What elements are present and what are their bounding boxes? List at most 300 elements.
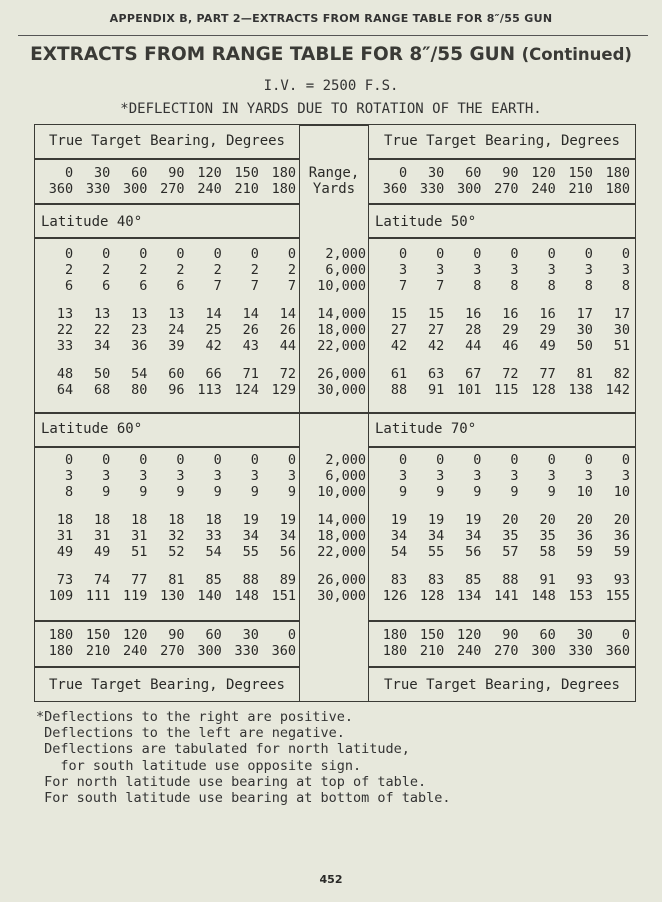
bearing-value: 90 — [502, 165, 519, 181]
range-value: 26,000 — [317, 366, 366, 382]
deflection-value: 0 — [473, 452, 482, 468]
bearing-value: 180 — [271, 165, 296, 181]
deflection-value: 130 — [160, 588, 185, 604]
deflection-value: 49 — [56, 544, 74, 560]
deflection-value: 55 — [428, 544, 445, 560]
range-value: 6,000 — [325, 468, 366, 484]
bearing-value: 210 — [85, 643, 111, 659]
deflection-value: 3 — [547, 262, 556, 278]
header-rule — [18, 35, 648, 36]
deflection-value: 49 — [94, 544, 111, 560]
deflection-value: 88 — [390, 382, 408, 398]
deflection-value: 96 — [168, 382, 185, 398]
deflection-value: 14 — [205, 306, 222, 322]
range-bottom-border — [300, 701, 368, 703]
deflection-value: 9 — [473, 484, 482, 500]
deflection-value: 39 — [168, 338, 185, 354]
deflection-value: 24 — [168, 322, 185, 338]
deflection-value: 3 — [65, 468, 74, 484]
deflection-value: 28 — [465, 322, 482, 338]
range-value: 18,000 — [317, 528, 366, 544]
deflection-value: 9 — [213, 484, 222, 500]
deflection-value: 9 — [102, 484, 111, 500]
deflection-value: 20 — [576, 512, 593, 528]
deflection-value: 142 — [605, 382, 630, 398]
deflection-value: 34 — [465, 528, 482, 544]
bearing-value: 270 — [494, 643, 519, 659]
left-bearing-footer: True Target Bearing, Degrees — [48, 677, 285, 693]
bearing-value: 330 — [85, 181, 111, 197]
deflection-value: 3 — [250, 468, 259, 484]
deflection-value: 61 — [390, 366, 408, 382]
deflection-value: 83 — [390, 572, 408, 588]
deflection-value: 13 — [168, 306, 185, 322]
deflection-value: 9 — [547, 484, 556, 500]
bottom-bearings-right-row1 — [370, 627, 630, 643]
deflection-value: 59 — [613, 544, 630, 560]
bearing-value: 120 — [531, 165, 556, 181]
deflection-value: 31 — [56, 528, 74, 544]
deflection-value: 20 — [613, 512, 630, 528]
deflection-value: 0 — [176, 452, 185, 468]
deflection-value: 50 — [576, 338, 593, 354]
title-suffix: (Continued) — [521, 45, 632, 64]
deflection-value: 129 — [271, 382, 296, 398]
deflection-value: 128 — [419, 588, 445, 604]
deflection-value: 59 — [576, 544, 593, 560]
deflection-value: 56 — [279, 544, 296, 560]
deflection-value: 2 — [250, 262, 259, 278]
footnotes — [36, 709, 451, 806]
deflection-value: 3 — [436, 262, 445, 278]
deflection-value: 36 — [613, 528, 630, 544]
deflection-value: 9 — [510, 484, 519, 500]
deflection-value: 3 — [436, 468, 445, 484]
deflection-value: 0 — [287, 246, 296, 262]
deflection-value: 57 — [502, 544, 519, 560]
bearing-value: 240 — [197, 181, 222, 197]
deflection-value: 109 — [48, 588, 74, 604]
deflection-value: 8 — [584, 278, 593, 294]
deflection-value: 2 — [65, 262, 74, 278]
deflection-value: 36 — [131, 338, 148, 354]
bearing-value: 150 — [568, 165, 593, 181]
deflection-value: 0 — [547, 452, 556, 468]
deflection-value: 155 — [605, 588, 630, 604]
table-caption: *DEFLECTION IN YARDS DUE TO ROTATION OF THE EARTH. — [120, 101, 542, 117]
bearing-value: 0 — [621, 627, 630, 643]
deflection-value: 19 — [465, 512, 482, 528]
deflection-value: 82 — [613, 366, 630, 382]
deflection-value: 0 — [65, 246, 74, 262]
footnote-line: Deflections are tabulated for north latitude, — [36, 741, 410, 758]
deflection-value: 22 — [56, 322, 74, 338]
bearing-value: 210 — [234, 181, 259, 197]
title-main: EXTRACTS FROM RANGE TABLE FOR 8″/55 GUN — [30, 44, 516, 65]
deflection-value: 0 — [65, 452, 74, 468]
deflection-value: 16 — [465, 306, 482, 322]
deflection-value: 56 — [465, 544, 482, 560]
deflection-value: 42 — [205, 338, 222, 354]
deflection-value: 13 — [94, 306, 111, 322]
deflection-value: 0 — [213, 246, 222, 262]
deflection-value: 31 — [131, 528, 148, 544]
deflection-value: 6 — [102, 278, 111, 294]
deflection-value: 93 — [576, 572, 593, 588]
deflection-value: 15 — [390, 306, 408, 322]
bearing-value: 180 — [48, 643, 74, 659]
deflection-value: 51 — [131, 544, 148, 560]
bearing-value: 330 — [234, 643, 259, 659]
bearing-value: 90 — [168, 627, 185, 643]
deflection-value: 2 — [176, 262, 185, 278]
deflection-value: 9 — [287, 484, 296, 500]
deflection-value: 54 — [205, 544, 222, 560]
deflection-value: 50 — [94, 366, 111, 382]
deflection-value: 71 — [242, 366, 259, 382]
page-number: 452 — [319, 873, 343, 886]
deflection-value: 19 — [279, 512, 296, 528]
deflection-value: 126 — [382, 588, 408, 604]
range-column-lower — [302, 452, 366, 604]
deflection-value: 34 — [390, 528, 408, 544]
bearing-value: 150 — [234, 165, 259, 181]
footnote-line: for south latitude use opposite sign. — [36, 757, 362, 774]
range-value: 22,000 — [317, 544, 366, 560]
bearing-value: 0 — [287, 627, 296, 643]
bearing-value: 300 — [457, 181, 482, 197]
bottom-bearings-left-row1 — [36, 627, 296, 643]
deflection-value: 19 — [242, 512, 259, 528]
bottom-bearings-left-row2 — [36, 643, 296, 659]
deflection-value: 8 — [473, 278, 482, 294]
deflection-value: 0 — [584, 246, 593, 262]
deflection-value: 9 — [436, 484, 445, 500]
deflection-value: 42 — [428, 338, 445, 354]
bearing-value: 240 — [531, 181, 556, 197]
deflection-value: 115 — [494, 382, 519, 398]
latitude-60-label: Latitude 60° — [41, 421, 143, 437]
bearing-value: 150 — [85, 627, 111, 643]
range-top-border — [300, 124, 368, 126]
deflection-value: 18 — [168, 512, 185, 528]
deflection-value: 35 — [539, 528, 556, 544]
deflection-value: 77 — [131, 572, 148, 588]
deflection-value: 153 — [568, 588, 593, 604]
deflection-value: 49 — [539, 338, 556, 354]
running-head: APPENDIX B, PART 2—EXTRACTS FROM RANGE TABLE FOR 8″/55 GUN — [109, 12, 553, 25]
deflection-value: 9 — [250, 484, 259, 500]
deflection-value: 91 — [428, 382, 445, 398]
range-value: 14,000 — [317, 306, 366, 322]
deflection-value: 83 — [428, 572, 445, 588]
deflection-value: 81 — [576, 366, 593, 382]
deflection-value: 7 — [213, 278, 222, 294]
deflection-value: 88 — [502, 572, 519, 588]
deflection-value: 54 — [131, 366, 148, 382]
deflection-value: 18 — [205, 512, 222, 528]
deflection-value: 113 — [197, 382, 222, 398]
deflection-value: 6 — [65, 278, 74, 294]
footnote-line: For south latitude use bearing at bottom of table. — [36, 790, 451, 807]
deflection-value: 58 — [539, 544, 556, 560]
deflection-value: 3 — [621, 262, 630, 278]
deflection-value: 81 — [168, 572, 185, 588]
deflection-value: 0 — [213, 452, 222, 468]
deflection-value: 101 — [457, 382, 482, 398]
deflection-value: 3 — [287, 468, 296, 484]
latitude-40-values — [36, 246, 296, 398]
top-bearings-right-row2 — [370, 181, 630, 197]
top-bearings-right-row1 — [370, 165, 630, 181]
bearing-value: 330 — [568, 643, 593, 659]
deflection-value: 3 — [510, 468, 519, 484]
range-value: 2,000 — [325, 246, 366, 262]
deflection-value: 88 — [242, 572, 259, 588]
deflection-value: 6 — [176, 278, 185, 294]
range-mid-border — [300, 412, 368, 414]
deflection-value: 55 — [242, 544, 259, 560]
deflection-value: 141 — [494, 588, 519, 604]
deflection-value: 17 — [613, 306, 630, 322]
deflection-value: 35 — [502, 528, 519, 544]
deflection-value: 15 — [428, 306, 445, 322]
deflection-value: 18 — [56, 512, 74, 528]
top-bearings-left-row1 — [36, 165, 296, 181]
bearing-value: 60 — [539, 627, 556, 643]
page-title — [0, 44, 662, 65]
deflection-value: 8 — [65, 484, 74, 500]
deflection-value: 0 — [250, 246, 259, 262]
bearing-value: 60 — [205, 627, 222, 643]
deflection-value: 26 — [242, 322, 259, 338]
deflection-value: 0 — [621, 452, 630, 468]
deflection-value: 0 — [176, 246, 185, 262]
bearing-value: 30 — [94, 165, 111, 181]
deflection-value: 0 — [621, 246, 630, 262]
deflection-value: 34 — [94, 338, 111, 354]
deflection-value: 60 — [168, 366, 185, 382]
range-value: 22,000 — [317, 338, 366, 354]
deflection-value: 148 — [234, 588, 259, 604]
deflection-value: 0 — [436, 246, 445, 262]
range-value: 6,000 — [325, 262, 366, 278]
deflection-value: 93 — [613, 572, 630, 588]
bearing-value: 60 — [465, 165, 482, 181]
deflection-value: 74 — [94, 572, 111, 588]
bearing-value: 330 — [419, 181, 445, 197]
deflection-value: 7 — [287, 278, 296, 294]
deflection-value: 3 — [399, 262, 408, 278]
deflection-value: 34 — [428, 528, 445, 544]
deflection-value: 0 — [102, 246, 111, 262]
deflection-value: 10 — [576, 484, 593, 500]
deflection-value: 3 — [102, 468, 111, 484]
deflection-value: 25 — [205, 322, 222, 338]
deflection-value: 30 — [576, 322, 593, 338]
deflection-value: 151 — [271, 588, 296, 604]
deflection-value: 0 — [102, 452, 111, 468]
range-value: 10,000 — [317, 278, 366, 294]
deflection-value: 128 — [531, 382, 556, 398]
deflection-value: 80 — [131, 382, 148, 398]
deflection-value: 13 — [131, 306, 148, 322]
range-table — [34, 124, 636, 702]
deflection-value: 3 — [176, 468, 185, 484]
deflection-value: 3 — [547, 468, 556, 484]
deflection-value: 18 — [94, 512, 111, 528]
deflection-value: 51 — [613, 338, 630, 354]
bearing-value: 30 — [576, 627, 593, 643]
deflection-value: 68 — [94, 382, 111, 398]
deflection-value: 89 — [279, 572, 296, 588]
deflection-value: 2 — [213, 262, 222, 278]
deflection-value: 3 — [139, 468, 148, 484]
deflection-value: 19 — [428, 512, 445, 528]
deflection-value: 10 — [613, 484, 630, 500]
deflection-value: 3 — [584, 468, 593, 484]
deflection-value: 0 — [287, 452, 296, 468]
deflection-value: 63 — [428, 366, 445, 382]
deflection-value: 23 — [131, 322, 148, 338]
bearing-value: 30 — [428, 165, 445, 181]
bearing-value: 240 — [457, 643, 482, 659]
bearing-value: 180 — [48, 627, 74, 643]
deflection-value: 16 — [539, 306, 556, 322]
deflection-value: 124 — [234, 382, 259, 398]
bearing-value: 180 — [271, 181, 296, 197]
deflection-value: 44 — [279, 338, 296, 354]
deflection-value: 2 — [139, 262, 148, 278]
range-value: 26,000 — [317, 572, 366, 588]
deflection-value: 0 — [473, 246, 482, 262]
deflection-value: 3 — [510, 262, 519, 278]
deflection-value: 73 — [56, 572, 74, 588]
deflection-value: 7 — [399, 278, 408, 294]
deflection-value: 3 — [213, 468, 222, 484]
deflection-value: 18 — [131, 512, 148, 528]
deflection-value: 9 — [139, 484, 148, 500]
left-bearing-header: True Target Bearing, Degrees — [48, 133, 285, 149]
deflection-value: 14 — [279, 306, 296, 322]
top-bearings-left-row2 — [36, 181, 296, 197]
deflection-value: 0 — [399, 246, 408, 262]
right-bearing-footer: True Target Bearing, Degrees — [383, 677, 620, 693]
deflection-value: 8 — [547, 278, 556, 294]
deflection-value: 16 — [502, 306, 519, 322]
deflection-value: 27 — [390, 322, 408, 338]
bearing-value: 270 — [160, 643, 185, 659]
deflection-value: 0 — [584, 452, 593, 468]
range-column-upper — [302, 246, 366, 398]
bearing-value: 180 — [382, 627, 408, 643]
deflection-value: 19 — [390, 512, 408, 528]
bottom-bearings-right-row2 — [370, 643, 630, 659]
deflection-value: 9 — [176, 484, 185, 500]
latitude-50-label: Latitude 50° — [375, 214, 477, 230]
latitude-70-values — [370, 452, 630, 604]
bearing-value: 180 — [605, 165, 630, 181]
deflection-value: 72 — [502, 366, 519, 382]
footnote-line: For north latitude use bearing at top of table. — [36, 773, 427, 790]
bearing-value: 270 — [160, 181, 185, 197]
deflection-value: 46 — [502, 338, 519, 354]
bearing-value: 180 — [605, 181, 630, 197]
bearing-value: 360 — [605, 643, 630, 659]
deflection-value: 2 — [287, 262, 296, 278]
bearing-value: 120 — [123, 627, 148, 643]
bearing-value: 150 — [419, 627, 445, 643]
deflection-value: 22 — [94, 322, 111, 338]
bearing-value: 90 — [168, 165, 185, 181]
bearing-value: 300 — [123, 181, 148, 197]
deflection-value: 30 — [613, 322, 630, 338]
range-value: 14,000 — [317, 512, 366, 528]
deflection-value: 3 — [584, 262, 593, 278]
deflection-value: 32 — [168, 528, 185, 544]
deflection-value: 2 — [102, 262, 111, 278]
deflection-value: 33 — [56, 338, 74, 354]
deflection-value: 0 — [510, 452, 519, 468]
initial-velocity: I.V. = 2500 F.S. — [263, 78, 399, 94]
deflection-value: 67 — [465, 366, 482, 382]
deflection-value: 91 — [539, 572, 556, 588]
deflection-value: 6 — [139, 278, 148, 294]
deflection-value: 66 — [205, 366, 222, 382]
deflection-value: 0 — [436, 452, 445, 468]
bearing-value: 90 — [502, 627, 519, 643]
deflection-value: 0 — [399, 452, 408, 468]
deflection-value: 85 — [205, 572, 222, 588]
deflection-value: 0 — [510, 246, 519, 262]
deflection-value: 72 — [279, 366, 296, 382]
deflection-value: 111 — [85, 588, 111, 604]
bearing-value: 0 — [65, 165, 74, 181]
deflection-value: 8 — [621, 278, 630, 294]
deflection-value: 36 — [576, 528, 593, 544]
bearing-value: 300 — [197, 643, 222, 659]
deflection-value: 13 — [56, 306, 74, 322]
deflection-value: 44 — [465, 338, 482, 354]
deflection-value: 138 — [568, 382, 593, 398]
deflection-value: 3 — [473, 262, 482, 278]
range-value: 10,000 — [317, 484, 366, 500]
range-value: 18,000 — [317, 322, 366, 338]
deflection-value: 7 — [250, 278, 259, 294]
latitude-50-values — [370, 246, 630, 398]
bearing-value: 120 — [197, 165, 222, 181]
deflection-value: 42 — [390, 338, 408, 354]
bearing-value: 210 — [419, 643, 445, 659]
deflection-value: 29 — [502, 322, 519, 338]
deflection-value: 119 — [123, 588, 148, 604]
deflection-value: 48 — [56, 366, 74, 382]
bearing-value: 360 — [271, 643, 296, 659]
deflection-value: 31 — [94, 528, 111, 544]
deflection-value: 7 — [436, 278, 445, 294]
deflection-value: 52 — [168, 544, 185, 560]
deflection-value: 0 — [139, 452, 148, 468]
deflection-value: 0 — [547, 246, 556, 262]
deflection-value: 64 — [56, 382, 74, 398]
bearing-value: 60 — [131, 165, 148, 181]
bearing-value: 240 — [123, 643, 148, 659]
deflection-value: 17 — [576, 306, 593, 322]
deflection-value: 3 — [473, 468, 482, 484]
deflection-value: 3 — [621, 468, 630, 484]
footnote-line: *Deflections to the right are positive. — [36, 709, 353, 725]
deflection-value: 27 — [428, 322, 445, 338]
